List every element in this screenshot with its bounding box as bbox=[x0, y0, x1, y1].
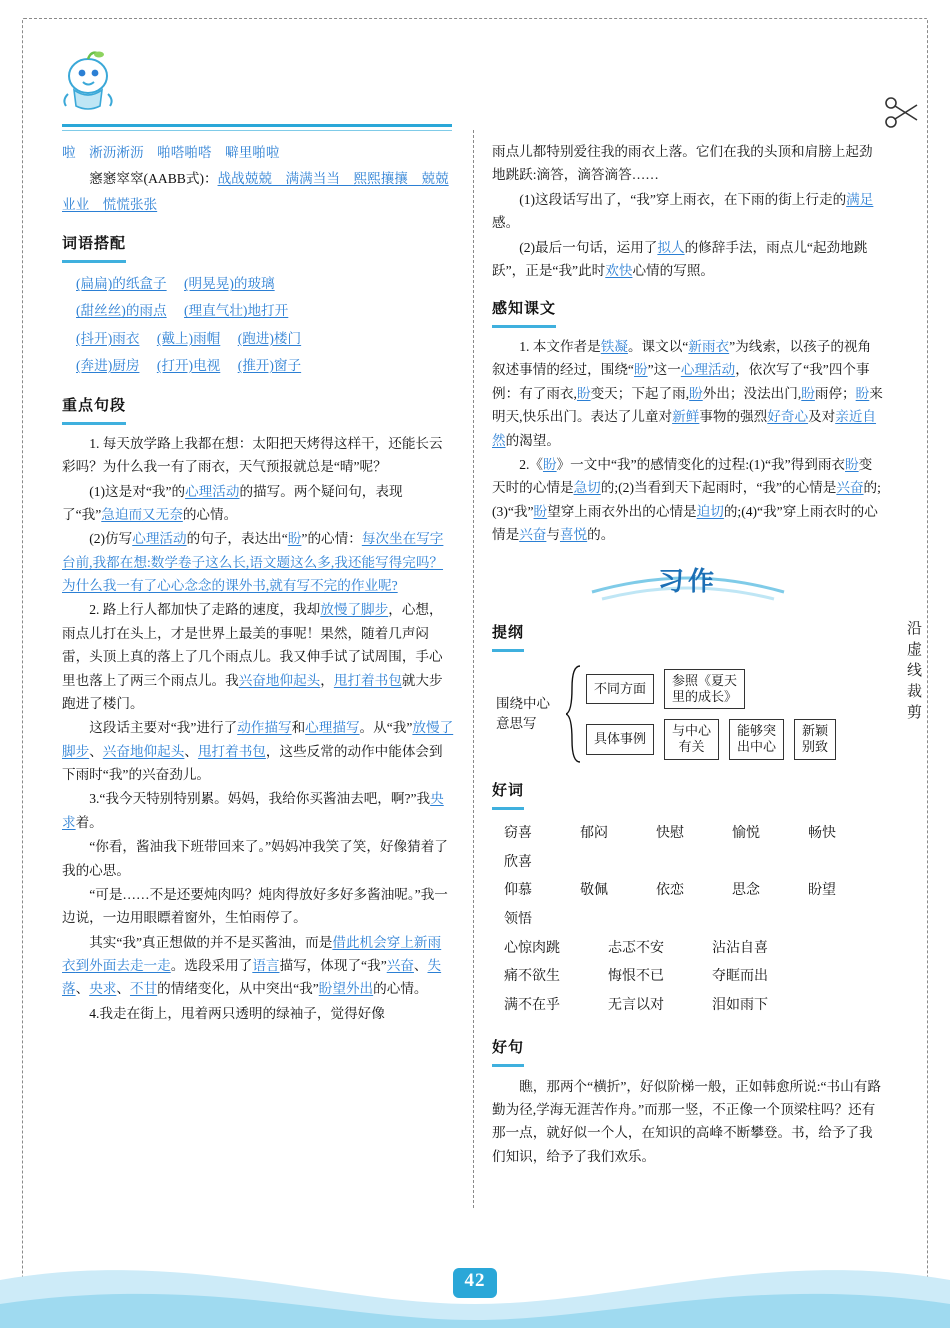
good-words-row bbox=[504, 820, 884, 877]
section-title-collocations: 词语搭配 bbox=[62, 232, 126, 263]
mascot-icon bbox=[58, 50, 128, 112]
collocation-item: (推开)窗子 bbox=[237, 357, 302, 373]
collocation-item: (明晃晃)的玻璃 bbox=[184, 276, 275, 292]
good-word: 畅快 bbox=[808, 826, 836, 842]
outline-branch-2: 具体事例 bbox=[586, 724, 654, 754]
outline-center-label: 围绕中心 意思写 bbox=[496, 695, 550, 732]
collocation-item: (打开)电视 bbox=[156, 357, 221, 373]
section-title-perception: 感知课文 bbox=[492, 297, 556, 328]
left-column bbox=[62, 140, 454, 1026]
page-number: 42 bbox=[464, 1270, 486, 1291]
section-title-good-words: 好词 bbox=[492, 779, 524, 810]
section-title-good-sentence: 好句 bbox=[492, 1036, 524, 1067]
collocation-item: (抖开)雨衣 bbox=[76, 330, 140, 346]
collocation-item: (奔进)厨房 bbox=[76, 357, 140, 373]
key-paragraph: 2. 路上行人都加快了走路的速度，我却放慢了脚步，心想，雨点儿打在头上，才是世界上最美的事呢！果然，随着几声闷雷，头顶上真的落上了几个雨点儿。我又伸手试了试周围，手心里也落上了两三个雨点儿。我兴奋地仰起头，甩打着书包就大步跑进了楼门。 bbox=[62, 602, 443, 711]
good-words-table bbox=[504, 820, 884, 1021]
top-words-line2-prefix: 窸窸窣窣(AABB式)： bbox=[89, 170, 218, 186]
good-sentence-text: 瞧，那两个“横折”，好似阶梯一般，正如韩愈所说:“书山有路勤为径,学海无涯苦作舟。”而那一竖，不正像一个顶梁柱吗？还有那一点，就好似一个人，在知识的高峰不断攀登。书，给予了我们知识，给予了我们欢乐。 bbox=[492, 1078, 881, 1164]
header-rule-thin bbox=[62, 130, 452, 131]
good-word: 夺眶而出 bbox=[712, 969, 768, 985]
good-words-row bbox=[504, 935, 884, 964]
section-collocations bbox=[62, 225, 454, 267]
scissors-icon bbox=[884, 96, 920, 130]
question-2: (2)最后一句话，运用了拟人的修辞手法，雨点儿“起劲地跳跃”，正是“我”此时欢快心情的写照。 bbox=[492, 239, 868, 278]
good-word: 忐忑不安 bbox=[608, 940, 664, 956]
good-word: 快慰 bbox=[656, 826, 684, 842]
perception-item: 2.《盼》一文中“我”的感情变化的过程:(1)“我”得到雨衣盼变天时的心情是急切的;(2)当看到天下起雨时，“我”的心情是兴奋的;(3)“我”盼望穿上雨衣外出的心情是迫切的;(4)“我”穿上雨衣时的心情是兴奋与喜悦的。 bbox=[492, 456, 881, 543]
good-word: 盼望 bbox=[808, 883, 836, 899]
outline-diagram bbox=[496, 664, 884, 764]
key-paragraph: “你看，酱油我下班带回来了。”妈妈冲我笑了笑，好像猜着了我的心思。 bbox=[62, 839, 448, 878]
collocation-row bbox=[76, 325, 454, 352]
key-paragraph: 其实“我”真正想做的并不是买酱油，而是借此机会穿上新雨衣到外面去走一走。选段采用了语言描写，体现了“我”兴奋、失落、央求、不甘的情绪变化，从中突出“我”盼望外出的心情。 bbox=[62, 934, 442, 997]
section-title-key-paragraphs: 重点句段 bbox=[62, 394, 126, 425]
collocation-item: (扁扁)的纸盒子 bbox=[76, 276, 167, 292]
good-word: 窃喜 bbox=[504, 826, 532, 842]
section-perception bbox=[492, 290, 884, 332]
good-word: 悔恨不已 bbox=[608, 969, 664, 985]
key-paragraph: (2)仿写心理活动的句子，表达出“盼”的心情：每次坐在写字台前,我都在想:数学卷子这么长,语文题这么多,我还能写得完吗？为什么我一有了心心念念的课外书,就有写不完的作业呢? bbox=[62, 531, 444, 594]
side-cut-note: 沿虚线裁剪 bbox=[905, 620, 921, 725]
good-word: 痛不欲生 bbox=[504, 969, 560, 985]
collocation-item: (跑进)楼门 bbox=[237, 330, 302, 346]
good-words-row bbox=[504, 963, 884, 992]
good-word: 郁闷 bbox=[580, 826, 608, 842]
good-word: 依恋 bbox=[656, 883, 684, 899]
section-title-outline: 提纲 bbox=[492, 621, 524, 652]
outline-row-1 bbox=[586, 669, 836, 710]
header-rule bbox=[62, 124, 452, 127]
top-words-line1: 啦 淅沥淅沥 啪嗒啪嗒 噼里啪啦 bbox=[62, 145, 280, 160]
collocation-item: (甜丝丝)的雨点 bbox=[76, 303, 167, 319]
good-word: 敬佩 bbox=[580, 883, 608, 899]
collocation-list bbox=[76, 270, 454, 379]
right-column bbox=[492, 140, 884, 1169]
cut-line-vertical bbox=[473, 130, 474, 1208]
good-word: 领悟 bbox=[504, 912, 532, 928]
top-words-line2: 战战兢兢 满满当当 熙熙攘攘 兢兢业业 慌慌张张 bbox=[62, 170, 449, 212]
collocation-item: (戴上)雨帽 bbox=[156, 330, 221, 346]
outline-branch-1: 不同方面 bbox=[586, 674, 654, 704]
brace-icon bbox=[566, 664, 582, 764]
outline-box-c: 新颖 别致 bbox=[794, 719, 836, 760]
xizuo-title: 习作 bbox=[657, 567, 718, 597]
good-words-row bbox=[504, 992, 884, 1021]
good-word: 欣喜 bbox=[504, 854, 532, 870]
key-paragraph: 3.“我今天特别特别累。妈妈，我给你买酱油去吧，啊?”我央求着。 bbox=[62, 791, 444, 830]
outline-box-reference: 参照《夏天 里的成长》 bbox=[664, 669, 745, 710]
collocation-item: (理直气壮)地打开 bbox=[184, 303, 289, 319]
outline-box-a: 与中心 有关 bbox=[664, 719, 719, 760]
key-paragraph: “可是……不是还要炖肉吗？炖肉得放好多好多酱油呢。”我一边说，一边用眼瞟着窗外，生怕雨停了。 bbox=[62, 886, 448, 926]
key-paragraph: (1)这是对“我”的心理活动的描写。两个疑问句，表现了“我”急迫而又无奈的心情。 bbox=[62, 483, 403, 522]
collocation-row bbox=[76, 270, 454, 297]
section-good-sentence bbox=[492, 1029, 884, 1071]
xizuo-banner bbox=[492, 560, 884, 606]
key-paragraph: 4.我走在街上，甩着两只透明的绿袖子，觉得好像 bbox=[89, 1005, 385, 1021]
continuation-text: 雨点儿都特别爱往我的雨衣上落。它们在我的头顶和肩膀上起劲地跳跃:滴答，滴答滴答…… bbox=[492, 144, 873, 183]
good-word: 思念 bbox=[732, 883, 760, 899]
key-paragraph: 这段话主要对“我”进行了动作描写和心理描写。从“我”放慢了脚步、兴奋地仰起头、甩打着书包，这些反常的动作中能体会到下雨时“我”的兴奋劲儿。 bbox=[62, 720, 454, 783]
good-word: 泪如雨下 bbox=[712, 998, 768, 1014]
good-word: 无言以对 bbox=[608, 998, 664, 1014]
collocation-row bbox=[76, 352, 454, 379]
good-word: 满不在乎 bbox=[504, 998, 560, 1014]
good-word: 心惊肉跳 bbox=[504, 940, 560, 956]
outline-box-b: 能够突 出中心 bbox=[729, 719, 784, 760]
section-good-words bbox=[492, 772, 884, 814]
perception-item: 1. 本文作者是铁凝。课文以“新雨衣”为线索，以孩子的视角叙述事情的经过，围绕“盼”这一心理活动，依次写了“我”四个事例：有了雨衣,盼变天；下起了雨,盼外出；没法出门,盼雨停；盼来明天,快乐出门。表达了儿童对新鲜事物的强烈好奇心及对亲近自然的渴望。 bbox=[492, 339, 883, 448]
collocation-row bbox=[76, 297, 454, 324]
section-key-paragraphs bbox=[62, 387, 454, 429]
good-words-row bbox=[504, 877, 884, 934]
question-1: (1)这段话写出了，“我”穿上雨衣，在下雨的街上行走的满足感。 bbox=[492, 191, 874, 231]
good-word: 沾沾自喜 bbox=[712, 940, 768, 956]
key-paragraph: 1. 每天放学路上我都在想：太阳把天烤得这样干，还能长云彩吗？为什么我一有了雨衣，天气预报就总是“晴”呢？ bbox=[62, 435, 443, 475]
outline-row-2 bbox=[586, 719, 836, 760]
outline-branches bbox=[586, 669, 836, 760]
good-word: 仰慕 bbox=[504, 883, 532, 899]
section-outline bbox=[492, 614, 884, 656]
top-words-block bbox=[62, 140, 454, 217]
good-word: 愉悦 bbox=[732, 826, 760, 842]
